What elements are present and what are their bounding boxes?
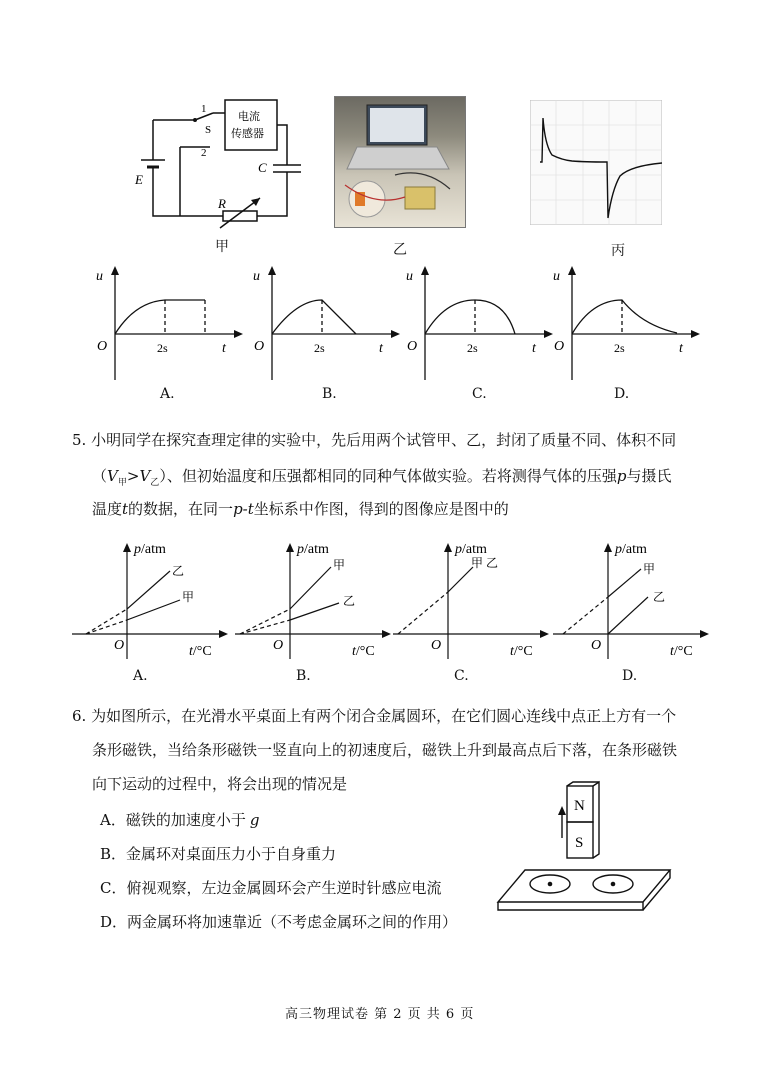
- q5-line-1: 5. 小明同学在探究查理定律的实验中，先后用两个试管甲、乙，封闭了质量不同、体积不同: [72, 431, 677, 449]
- u-t-graph-b: [252, 260, 402, 380]
- page-footer: 高三物理试卷 第 2 页 共 6 页: [285, 1007, 475, 1022]
- q5-line-3: 温度t的数据，在同一p-t坐标系中作图，得到的图像应是图中的: [92, 500, 509, 518]
- origin: O: [273, 638, 284, 653]
- p-t-graph-c: [393, 537, 553, 662]
- sensor-label-2: 传感器: [231, 128, 264, 140]
- axis-u: u: [406, 269, 413, 284]
- axis-t: t/°C: [189, 644, 212, 659]
- line-yi-label: 乙: [343, 594, 356, 608]
- switch-pos-2: 2: [201, 147, 207, 159]
- axis-t: t: [679, 341, 683, 356]
- axis-p: p/atm: [615, 542, 647, 557]
- axis-t: t: [532, 341, 536, 356]
- u-t-graph-c: [405, 260, 555, 380]
- option-a[interactable]: A.: [160, 386, 175, 402]
- sensor-label-1: 电流: [238, 111, 260, 123]
- circuit-diagram: [125, 95, 305, 235]
- q5-option-c[interactable]: C.: [454, 668, 469, 684]
- tick-2s: 2s: [614, 341, 625, 355]
- origin: O: [431, 638, 442, 653]
- origin: O: [254, 339, 265, 354]
- q6-line-1: 6. 为如图所示，在光滑水平桌面上有两个闭合金属圆环，在它们圆心连线中点正上方有一个: [72, 707, 677, 725]
- capacitor-label: C: [258, 160, 267, 175]
- axis-u: u: [553, 269, 560, 284]
- q6-option-c[interactable]: C．俯视观察，左边金属圆环会产生逆时针感应电流: [100, 879, 442, 897]
- axis-p: p/atm: [134, 542, 166, 557]
- line-yi-label: 乙: [653, 590, 666, 604]
- emf-label: E: [135, 172, 143, 187]
- q6-line-2: 条形磁铁，当给条形磁铁一竖直向上的初速度后，磁铁上升到最高点后下落，在条形磁铁: [92, 741, 678, 759]
- axis-t: t/°C: [510, 644, 533, 659]
- axis-u: u: [253, 269, 260, 284]
- switch-pos-1: 1: [201, 103, 207, 115]
- north-pole-label: N: [574, 798, 585, 814]
- experiment-photo: [334, 96, 466, 228]
- resistor-label: R: [218, 196, 226, 211]
- p-t-graph-b: [235, 537, 395, 662]
- q6-option-a[interactable]: A．磁铁的加速度小于 g: [100, 811, 260, 829]
- origin: O: [97, 339, 108, 354]
- origin: O: [554, 339, 565, 354]
- caption-bing: 丙: [611, 243, 625, 259]
- tick-2s: 2s: [157, 341, 168, 355]
- p-t-graph-d: [553, 537, 713, 662]
- magnet-rings-figure: [495, 780, 675, 920]
- south-pole-label: S: [575, 835, 584, 851]
- u-t-graph-d: [552, 260, 702, 380]
- q5-line-2: $(V_甲>V_乙)$、但初始温度和压强都相同的同种气体做实验。若将测得气体的压强p与摄氏: [92, 467, 672, 488]
- oscilloscope-trace: [530, 100, 662, 225]
- tick-2s: 2s: [467, 341, 478, 355]
- origin: O: [407, 339, 418, 354]
- line-jia-label: 甲: [643, 562, 656, 576]
- q6-option-b[interactable]: B．金属环对桌面压力小于自身重力: [100, 845, 337, 863]
- option-c[interactable]: C.: [472, 386, 487, 402]
- q6-option-d[interactable]: D．两金属环将加速靠近（不考虑金属环之间的作用）: [100, 913, 458, 931]
- axis-t: t: [379, 341, 383, 356]
- axis-t: t/°C: [352, 644, 375, 659]
- u-t-graph-a: [95, 260, 245, 380]
- caption-jia: 甲: [215, 239, 229, 255]
- q5-option-a[interactable]: A.: [133, 668, 148, 684]
- axis-t: t: [222, 341, 226, 356]
- line-yi-label: 乙: [486, 556, 499, 570]
- axis-t: t/°C: [670, 644, 693, 659]
- line-jia-label: 甲: [333, 558, 346, 572]
- q5-number: 5.: [72, 431, 87, 449]
- line-jia-label: 甲: [182, 590, 195, 604]
- axis-u: u: [96, 269, 103, 284]
- line-jia-label: 甲: [471, 556, 484, 570]
- p-t-graph-a: [72, 537, 232, 662]
- switch-label: S: [205, 124, 212, 136]
- option-d[interactable]: D.: [614, 386, 630, 402]
- axis-p: p/atm: [455, 542, 487, 557]
- option-b[interactable]: B.: [322, 386, 337, 402]
- axis-p: p/atm: [297, 542, 329, 557]
- q5-option-d[interactable]: D.: [622, 668, 638, 684]
- line-yi-label: 乙: [172, 564, 185, 578]
- q5-option-b[interactable]: B.: [296, 668, 311, 684]
- origin: O: [114, 638, 125, 653]
- tick-2s: 2s: [314, 341, 325, 355]
- origin: O: [591, 638, 602, 653]
- q6-line-3: 向下运动的过程中，将会出现的情况是: [92, 775, 348, 793]
- q6-number: 6.: [72, 707, 87, 725]
- caption-yi: 乙: [393, 242, 407, 258]
